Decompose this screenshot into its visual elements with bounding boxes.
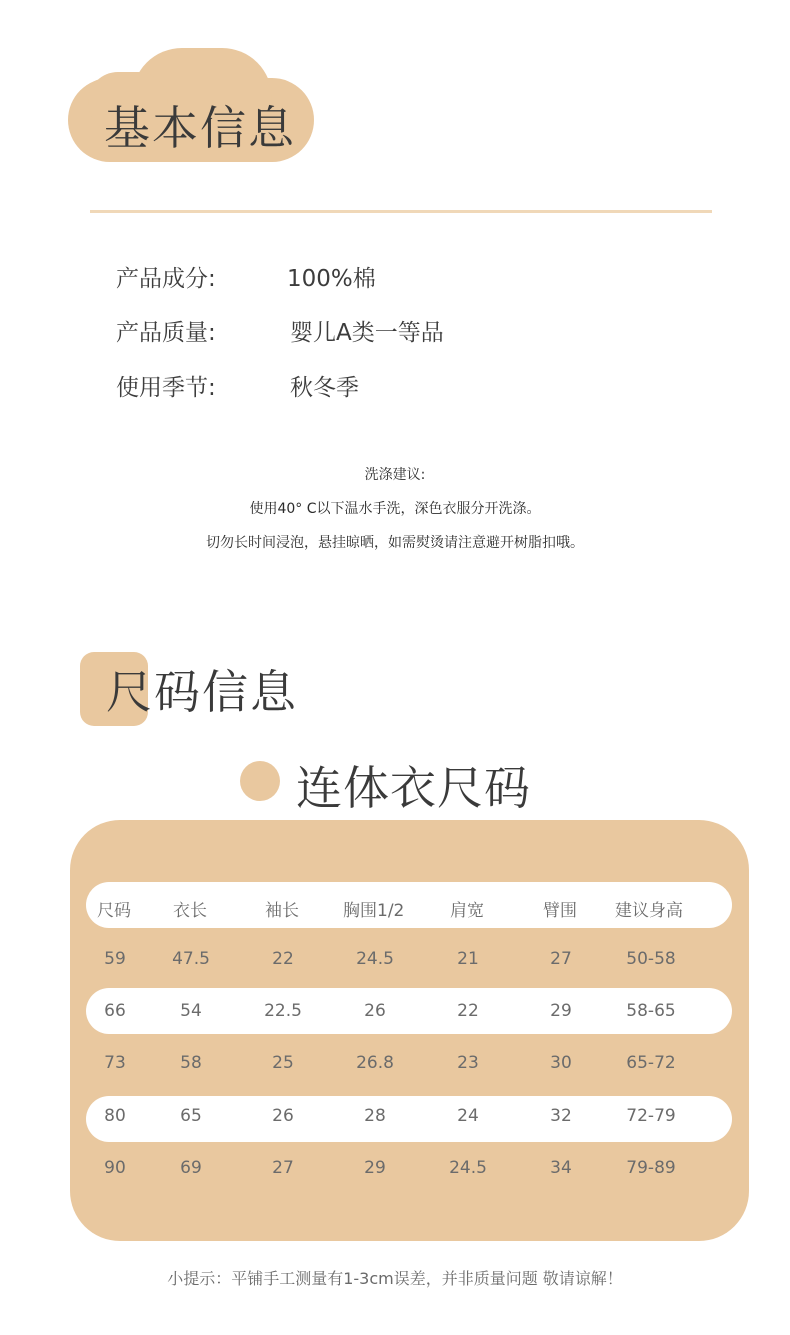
table-cell: 24.5 (449, 1158, 487, 1178)
table-cell: 26 (364, 1001, 386, 1021)
table-cell: 27 (550, 949, 572, 969)
washing-title: 洗涤建议: (364, 467, 426, 483)
table-header-height: 建议身高 (615, 901, 683, 921)
size-info-heading: 尺码信息 (106, 665, 298, 719)
table-cell: 32 (550, 1106, 572, 1126)
table-cell: 24.5 (356, 949, 394, 969)
table-header-size: 尺码 (97, 901, 131, 921)
table-cell: 47.5 (172, 949, 210, 969)
table-cell: 90 (104, 1158, 126, 1178)
size-table (70, 820, 749, 1241)
info-value-season: 秋冬季 (290, 375, 359, 401)
info-label-season: 使用季节: (116, 375, 216, 401)
table-cell: 30 (550, 1053, 572, 1073)
table-cell: 29 (550, 1001, 572, 1021)
table-cell: 58 (180, 1053, 202, 1073)
table-cell: 26 (272, 1106, 294, 1126)
table-cell: 22 (272, 949, 294, 969)
info-label-material: 产品成分: (116, 266, 216, 292)
table-cell: 21 (457, 949, 479, 969)
section-divider (90, 210, 712, 213)
bullet-dot (240, 761, 280, 801)
basic-info-heading: 基本信息 (104, 101, 296, 155)
washing-line-2: 切勿长时间浸泡，悬挂晾晒，如需熨烫请注意避开树脂扣哦。 (206, 535, 584, 551)
info-label-quality: 产品质量: (116, 320, 216, 346)
table-cell: 54 (180, 1001, 202, 1021)
table-cell: 73 (104, 1053, 126, 1073)
table-cell: 29 (364, 1158, 386, 1178)
table-cell: 69 (180, 1158, 202, 1178)
table-cell: 65 (180, 1106, 202, 1126)
table-header-arm: 臂围 (543, 901, 577, 921)
table-cell: 50-58 (626, 949, 676, 969)
table-cell: 24 (457, 1106, 479, 1126)
table-cell: 25 (272, 1053, 294, 1073)
table-cell: 79-89 (626, 1158, 676, 1178)
table-cell: 28 (364, 1106, 386, 1126)
table-header-chest: 胸围1/2 (343, 901, 405, 921)
table-header-sleeve: 袖长 (265, 901, 299, 921)
washing-line-1: 使用40° C以下温水手洗，深色衣服分开洗涤。 (249, 501, 541, 517)
table-cell: 66 (104, 1001, 126, 1021)
table-cell: 80 (104, 1106, 126, 1126)
table-cell: 26.8 (356, 1053, 394, 1073)
table-cell: 22.5 (264, 1001, 302, 1021)
table-cell: 34 (550, 1158, 572, 1178)
table-cell: 65-72 (626, 1053, 676, 1073)
table-header-length: 衣长 (173, 901, 207, 921)
table-cell: 59 (104, 949, 126, 969)
table-cell: 23 (457, 1053, 479, 1073)
table-cell: 22 (457, 1001, 479, 1021)
info-value-quality: 婴儿A类一等品 (290, 320, 444, 346)
measurement-tip: 小提示：平铺手工测量有1-3cm误差，并非质量问题 敬请谅解！ (167, 1269, 623, 1288)
table-cell: 27 (272, 1158, 294, 1178)
table-cell: 58-65 (626, 1001, 676, 1021)
table-cell: 72-79 (626, 1106, 676, 1126)
size-chart-title: 连体衣尺码 (296, 761, 531, 815)
info-value-material: 100%棉 (287, 266, 376, 292)
table-header-shoulder: 肩宽 (450, 901, 484, 921)
